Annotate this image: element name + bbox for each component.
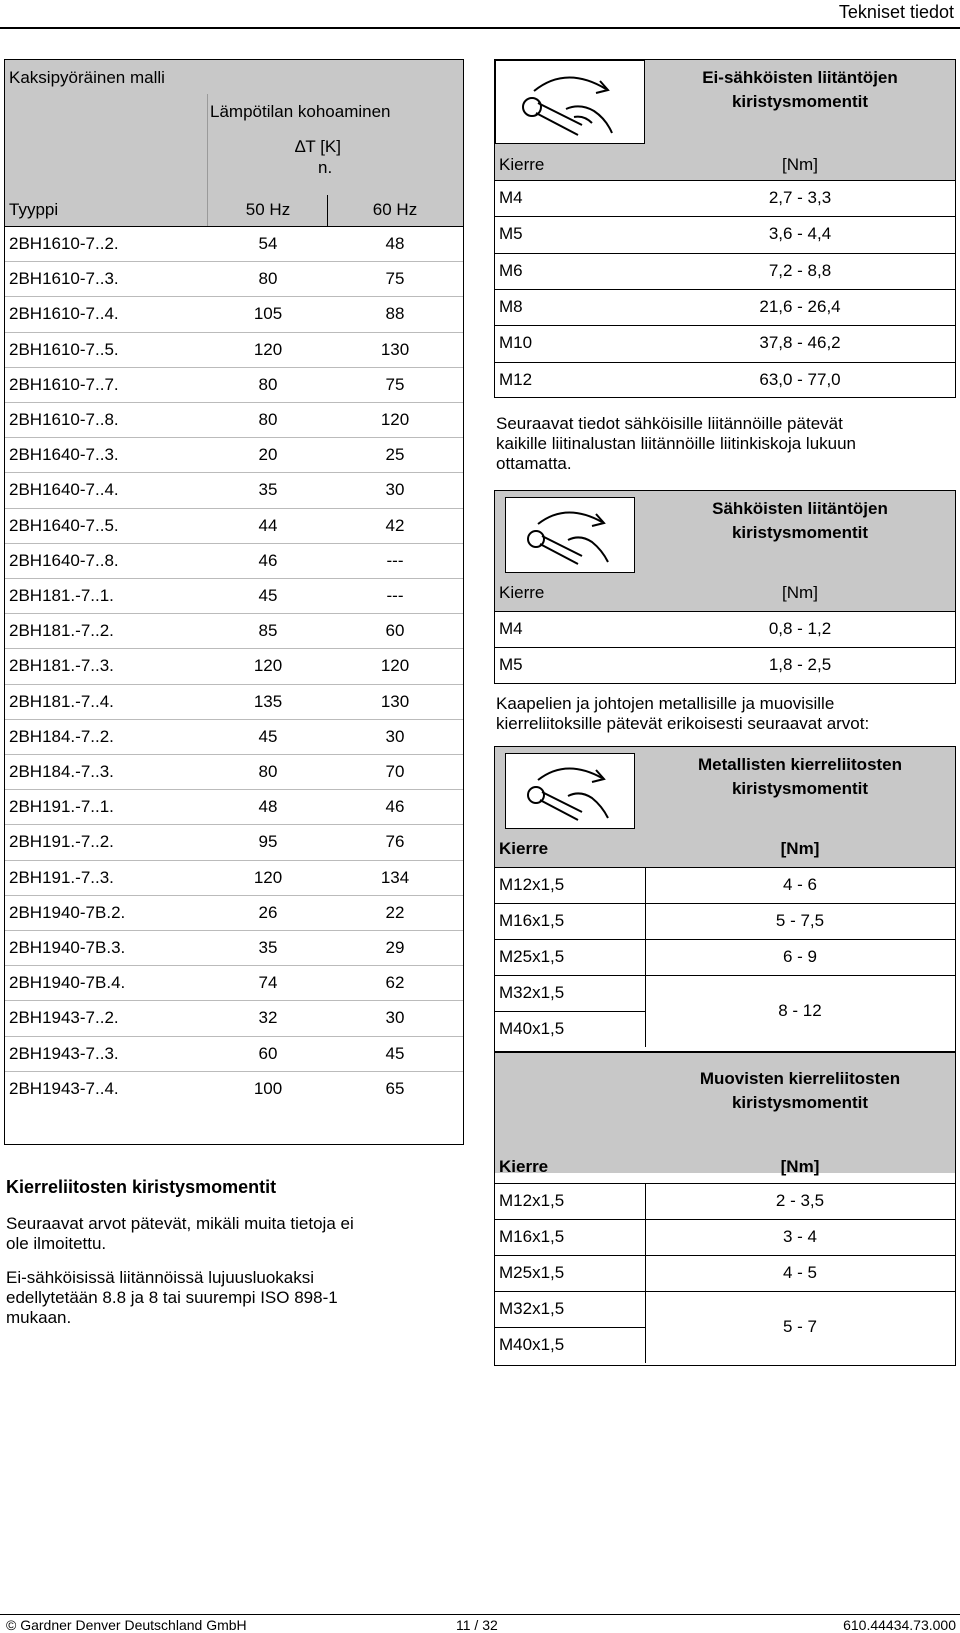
row-divider (495, 867, 955, 868)
metal-fitting-torque-table (494, 746, 956, 1052)
table-title: Muovisten kierreliitosten (699, 1069, 901, 1088)
table-cell-50hz: 44 (258, 516, 278, 535)
table-cell-60hz: 70 (385, 762, 405, 781)
row-divider (495, 362, 955, 363)
table-cell-50hz: 46 (258, 551, 278, 570)
col-header-unit: [Nm] (780, 1157, 820, 1176)
note-line: kierreliitoksille pätevät erikoisesti seuraavat arvot: (496, 714, 870, 733)
row-divider (495, 975, 955, 976)
table-cell-60hz: 130 (380, 692, 410, 711)
table-cell-60hz: 30 (385, 480, 405, 499)
table-cell-60hz: 22 (385, 903, 405, 922)
table-cell-thread: M6 (499, 261, 523, 280)
table-cell-50hz: 80 (258, 269, 278, 288)
row-divider (5, 508, 463, 509)
table-title: Ei-sähköisten liitäntöjen (702, 68, 898, 87)
row-divider (495, 180, 955, 181)
header-divider-vertical (207, 94, 208, 226)
table-cell-60hz: 76 (385, 832, 405, 851)
paragraph-line: mukaan. (6, 1308, 72, 1327)
footer-document-number: 610.44434.73.000 (843, 1617, 956, 1633)
table-cell-60hz: 75 (385, 375, 405, 394)
table-cell-50hz: 135 (253, 692, 283, 711)
table-cell-thread: M25x1,5 (499, 947, 565, 966)
table-cell-60hz: 45 (385, 1044, 405, 1063)
row-divider (5, 860, 463, 861)
table-cell-type: 2BH1610-7..8. (9, 410, 119, 429)
table-cell-thread: M4 (499, 619, 523, 638)
table-cell-torque: 6 - 9 (782, 947, 818, 966)
row-divider (495, 253, 955, 254)
wrench-hand-icon (505, 497, 635, 573)
col-header-unit: [Nm] (782, 583, 818, 602)
note-line: ottamatta. (496, 454, 572, 473)
table-cell-50hz: 45 (258, 727, 278, 746)
table-cell-torque: 1,8 - 2,5 (768, 655, 832, 674)
table-cell-60hz: 46 (385, 797, 405, 816)
paragraph-line: ole ilmoitettu. (6, 1234, 107, 1253)
table-cell-thread: M40x1,5 (499, 1019, 565, 1038)
row-divider (5, 1071, 463, 1072)
note-line: Seuraavat tiedot sähköisille liitännöille pätevät (496, 414, 843, 433)
paragraph-line: Ei-sähköisissä liitännöissä lujuusluokaksi (6, 1268, 315, 1287)
table-title: Kaksipyöräinen malli (9, 68, 165, 87)
row-divider (5, 296, 463, 297)
table-cell-60hz: --- (386, 586, 404, 605)
non-electrical-torque-table (494, 59, 956, 398)
table-cell-50hz: 120 (253, 868, 283, 887)
table-cell-torque: 4 - 5 (782, 1263, 818, 1282)
col-header-thread: Kierre (499, 839, 549, 858)
table-cell-type: 2BH1610-7..5. (9, 340, 119, 359)
plastic-fitting-torque-table (494, 1052, 956, 1366)
footer-page-number: 11 / 32 (456, 1617, 498, 1633)
table-cell-type: 2BH1943-7..3. (9, 1044, 119, 1063)
table-cell-60hz: 30 (385, 727, 405, 746)
row-divider (5, 1036, 463, 1037)
footer-company: © Gardner Denver Deutschland GmbH (6, 1617, 247, 1633)
table-cell-50hz: 80 (258, 762, 278, 781)
col-header-60hz: 60 Hz (372, 200, 418, 219)
row-divider (5, 437, 463, 438)
table-cell-60hz: 42 (385, 516, 405, 535)
table-cell-50hz: 120 (253, 656, 283, 675)
table-cell-type: 2BH181.-7..2. (9, 621, 114, 640)
table-cell-torque-merged: 5 - 7 (782, 1317, 818, 1336)
col-header-type: Tyyppi (9, 200, 59, 219)
table-cell-type: 2BH191.-7..1. (9, 797, 114, 816)
table-cell-torque: 63,0 - 77,0 (759, 370, 841, 389)
table-cell-60hz: 62 (385, 973, 405, 992)
col-header-unit: [Nm] (782, 155, 818, 174)
table-cell-thread: M8 (499, 297, 523, 316)
row-divider (5, 930, 463, 931)
col-header-50hz: 50 Hz (245, 200, 291, 219)
table-cell-type: 2BH191.-7..2. (9, 832, 114, 851)
table-cell-50hz: 74 (258, 973, 278, 992)
table-cell-60hz: 88 (385, 304, 405, 323)
table-cell-thread: M32x1,5 (499, 1299, 565, 1318)
row-divider (5, 472, 463, 473)
table-cell-torque: 0,8 - 1,2 (768, 619, 832, 638)
table-cell-type: 2BH1943-7..4. (9, 1079, 119, 1098)
row-divider (5, 965, 463, 966)
table-cell-50hz: 60 (258, 1044, 278, 1063)
table-title: kiristysmomentit (731, 779, 869, 798)
row-divider (5, 543, 463, 544)
table-cell-type: 2BH1940-7B.2. (9, 903, 126, 922)
table-cell-type: 2BH181.-7..4. (9, 692, 114, 711)
table-cell-type: 2BH1640-7..5. (9, 516, 119, 535)
table-cell-torque: 7,2 - 8,8 (768, 261, 832, 280)
paragraph-line: edellytetään 8.8 ja 8 tai suurempi ISO 898-1 (6, 1288, 338, 1307)
table-cell-thread: M12x1,5 (499, 875, 565, 894)
row-divider (5, 402, 463, 403)
table-cell-type: 2BH184.-7..3. (9, 762, 114, 781)
table-cell-type: 2BH1940-7B.4. (9, 973, 126, 992)
note-line: kaikille liitinalustan liitännöille liitinkiskoja lukuun (496, 434, 857, 453)
row-divider (495, 325, 955, 326)
table-cell-thread: M4 (499, 188, 523, 207)
table-cell-60hz: 29 (385, 938, 405, 957)
table-title: kiristysmomentit (731, 1093, 869, 1112)
table-cell-thread: M32x1,5 (499, 983, 565, 1002)
row-divider (5, 367, 463, 368)
table-cell-torque: 2 - 3,5 (775, 1191, 825, 1210)
table-cell-50hz: 26 (258, 903, 278, 922)
row-divider (495, 216, 955, 217)
table-cell-50hz: 80 (258, 410, 278, 429)
row-divider (5, 1000, 463, 1001)
wrench-hand-icon (495, 60, 645, 144)
table-cell-thread: M40x1,5 (499, 1335, 565, 1354)
table-cell-50hz: 32 (258, 1008, 278, 1027)
paragraph-line: Seuraavat arvot pätevät, mikäli muita tietoja ei (6, 1214, 354, 1233)
row-divider (5, 895, 463, 896)
row-divider (495, 1327, 645, 1328)
note-line: Kaapelien ja johtojen metallisille ja muovisille (496, 694, 835, 713)
table-title: Metallisten kierreliitosten (697, 755, 903, 774)
table-cell-50hz: 54 (258, 234, 278, 253)
table-cell-60hz: 120 (380, 656, 410, 675)
table-cell-thread: M10 (499, 333, 533, 352)
table-cell-torque: 5 - 7,5 (775, 911, 825, 930)
electrical-torque-table (494, 490, 956, 684)
wrench-hand-icon (505, 753, 635, 829)
table-cell-torque: 2,7 - 3,3 (768, 188, 832, 207)
table-cell-50hz: 20 (258, 445, 278, 464)
table-cell-50hz: 35 (258, 480, 278, 499)
row-divider (495, 1183, 955, 1184)
table-title: Sähköisten liitäntöjen (712, 499, 888, 518)
table-cell-60hz: 130 (380, 340, 410, 359)
page-header-title: Tekniset tiedot (838, 2, 954, 22)
row-divider (5, 332, 463, 333)
row-divider (495, 1255, 955, 1256)
row-divider (495, 1291, 955, 1292)
table-cell-60hz: 120 (380, 410, 410, 429)
table-cell-type: 2BH1610-7..4. (9, 304, 119, 323)
table-cell-type: 2BH181.-7..1. (9, 586, 114, 605)
table-cell-thread: M12x1,5 (499, 1191, 565, 1210)
row-divider (495, 1011, 645, 1012)
row-divider (5, 789, 463, 790)
header-divider (0, 27, 960, 29)
table-cell-type: 2BH1610-7..2. (9, 234, 119, 253)
row-divider (495, 939, 955, 940)
table-cell-thread: M12 (499, 370, 533, 389)
table-cell-60hz: 25 (385, 445, 405, 464)
row-divider (495, 647, 955, 648)
unit-label: ∆T [K] (295, 137, 341, 156)
table-cell-50hz: 120 (253, 340, 283, 359)
table-cell-torque: 21,6 - 26,4 (759, 297, 841, 316)
table-cell-50hz: 105 (253, 304, 283, 323)
table-cell-thread: M5 (499, 655, 523, 674)
table-cell-type: 2BH184.-7..2. (9, 727, 114, 746)
table-cell-torque: 37,8 - 46,2 (759, 333, 841, 352)
table-cell-torque: 3,6 - 4,4 (768, 224, 832, 243)
table-cell-60hz: 60 (385, 621, 405, 640)
table-cell-60hz: 48 (385, 234, 405, 253)
table-cell-torque-merged: 8 - 12 (778, 1001, 822, 1020)
row-divider (495, 289, 955, 290)
unit-approx-label: n. (318, 158, 333, 177)
table-cell-type: 2BH1610-7..3. (9, 269, 119, 288)
table-cell-50hz: 80 (258, 375, 278, 394)
section-heading: Kierreliitosten kiristysmomentit (6, 1177, 277, 1197)
col-header-unit: [Nm] (780, 839, 820, 858)
col-header-thread: Kierre (499, 155, 545, 174)
row-divider (495, 1219, 955, 1220)
table-cell-50hz: 45 (258, 586, 278, 605)
table-cell-torque: 4 - 6 (782, 875, 818, 894)
table-cell-type: 2BH1640-7..8. (9, 551, 119, 570)
table-cell-50hz: 35 (258, 938, 278, 957)
row-divider (5, 261, 463, 262)
footer-divider (0, 1614, 960, 1615)
table-cell-60hz: --- (386, 551, 404, 570)
table-cell-thread: M5 (499, 224, 523, 243)
table-cell-type: 2BH1610-7..7. (9, 375, 119, 394)
row-divider (495, 611, 955, 612)
table-cell-type: 2BH1940-7B.3. (9, 938, 126, 957)
row-divider (5, 684, 463, 685)
table-cell-type: 2BH1640-7..3. (9, 445, 119, 464)
col-header-thread: Kierre (499, 583, 545, 602)
table-cell-type: 2BH1640-7..4. (9, 480, 119, 499)
row-divider (5, 824, 463, 825)
row-divider (5, 754, 463, 755)
row-divider (5, 719, 463, 720)
table-cell-thread: M16x1,5 (499, 911, 565, 930)
table-cell-torque: 3 - 4 (782, 1227, 818, 1246)
table-cell-type: 2BH1943-7..2. (9, 1008, 119, 1027)
table-cell-50hz: 95 (258, 832, 278, 851)
row-divider (495, 903, 955, 904)
table-cell-50hz: 85 (258, 621, 278, 640)
table-cell-50hz: 100 (253, 1079, 283, 1098)
table-cell-thread: M16x1,5 (499, 1227, 565, 1246)
row-divider (5, 578, 463, 579)
table-cell-thread: M25x1,5 (499, 1263, 565, 1282)
table-cell-60hz: 134 (380, 868, 410, 887)
table-cell-60hz: 75 (385, 269, 405, 288)
table-cell-50hz: 48 (258, 797, 278, 816)
temperature-rise-label: Lämpötilan kohoaminen (210, 102, 391, 121)
table-cell-type: 2BH181.-7..3. (9, 656, 114, 675)
table-cell-type: 2BH191.-7..3. (9, 868, 114, 887)
temperature-rise-table (4, 59, 464, 1145)
table-cell-60hz: 30 (385, 1008, 405, 1027)
table-title: kiristysmomentit (731, 92, 869, 111)
table-cell-60hz: 65 (385, 1079, 405, 1098)
row-divider (5, 613, 463, 614)
table-title: kiristysmomentit (731, 523, 869, 542)
col-header-thread: Kierre (499, 1157, 549, 1176)
row-divider (5, 648, 463, 649)
